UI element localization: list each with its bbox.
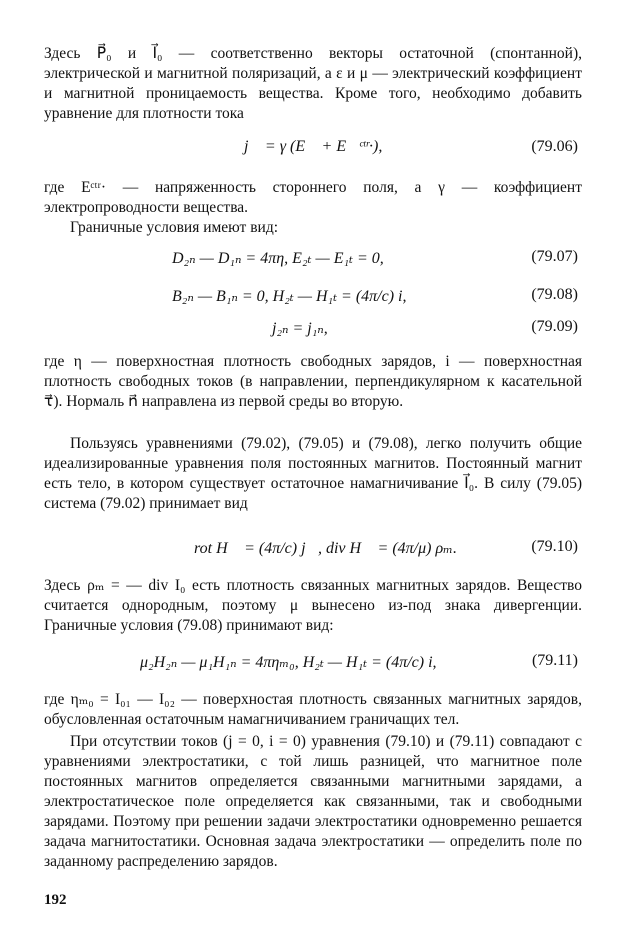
equation-number: (79.06) — [531, 138, 578, 155]
equation-79-09 — [44, 318, 582, 342]
equation-79-06 — [44, 138, 582, 162]
equation-formula: j⃗ = γ (E⃗ + E⃗ᶜᵗʳ·), — [244, 138, 383, 155]
equation-formula: D₂ₙ — D₁ₙ = 4πη, E₂ₜ — E₁ₜ = 0, — [172, 250, 384, 267]
equation-number: (79.07) — [531, 248, 578, 265]
paragraph-magnetic-charges: Здесь ρₘ = — div I₀ есть плотность связанных магнитных зарядов. Вещество считается однородным, поэтому μ вынесено из-под знака дивергенции. Граничные условия (79.08) принимают вид: — [44, 577, 582, 634]
equation-number: (79.09) — [531, 318, 578, 335]
paragraph-permanent-magnets: Пользуясь уравнениями (79.02), (79.05) и (79.08), легко получить общие идеализированные уравнения поля постоянных магнитов. Постоянный магнит есть тело, в котором существует остаточное намагничивание I⃗₀. В силу (79.05) система (79.02) принимает вид — [44, 435, 582, 512]
equation-number: (79.10) — [531, 538, 578, 555]
equation-79-11 — [44, 652, 582, 676]
equation-formula: μ₂H₂ₙ — μ₁H₁ₙ = 4πηₘ₀, H₂ₜ — H₁ₜ = (4π/c) i, — [140, 654, 437, 671]
equation-formula: B₂ₙ — B₁ₙ = 0, H₂ₜ — H₁ₜ = (4π/c) i, — [172, 288, 407, 305]
paragraph-bound-charge-density: где ηₘ₀ = I₀₁ — I₀₂ — поверхностая плотность связанных магнитных зарядов, обусловленная остаточным намагничиванием граничащих тел. — [44, 691, 582, 728]
paragraph-electrostatics: При отсутствии токов (j = 0, i = 0) уравнения (79.10) и (79.11) совпадают с уравнениями электростатики, с той лишь разницей, что магнитное поле постоянных магнитов определяется связанными магнитными зарядами, а электростатическое поле определяется как связанными, так и свободными зарядами. Поэтому при решении задачи электростатики одновременно решается задача магнитостатики. Основная задача электростатики — определить поле по заданному распределению зарядов. — [44, 733, 582, 870]
equation-number: (79.08) — [531, 286, 578, 303]
paragraph-polarization: Здесь P⃗₀ и I⃗₀ — соответственно векторы остаточной (спонтанной), электрической и магнитной поляризаций, а ε и μ — электрический коэффициент и магнитной проницаемость вещества. Кроме того, необходимо добавить уравнение для плотности тока — [44, 45, 582, 122]
equation-number: (79.11) — [531, 652, 578, 669]
equation-formula: rot H⃗ = (4π/c) j⃗, div H⃗ = (4π/μ) ρₘ. — [194, 540, 457, 557]
paragraph-boundary-intro: Граничные условия имеют вид: — [70, 219, 279, 236]
equation-79-07 — [44, 248, 582, 272]
paragraph-surface-density: где η — поверхностная плотность свободных зарядов, i — поверхностная плотность свободных токов (в направлении, перпендикулярном к касательной τ⃗). Нормаль n⃗ направлена из первой среды во вторую. — [44, 353, 582, 410]
equation-79-10 — [44, 538, 582, 562]
paragraph-external-field: где Eᶜᵗʳ· — напряженность стороннего поля, а γ — коэффициент электропроводности вещества. — [44, 179, 582, 216]
equation-formula: j₂ₙ = j₁ₙ, — [272, 320, 328, 337]
equation-79-08 — [44, 286, 582, 310]
page-number: 192 — [44, 892, 67, 908]
